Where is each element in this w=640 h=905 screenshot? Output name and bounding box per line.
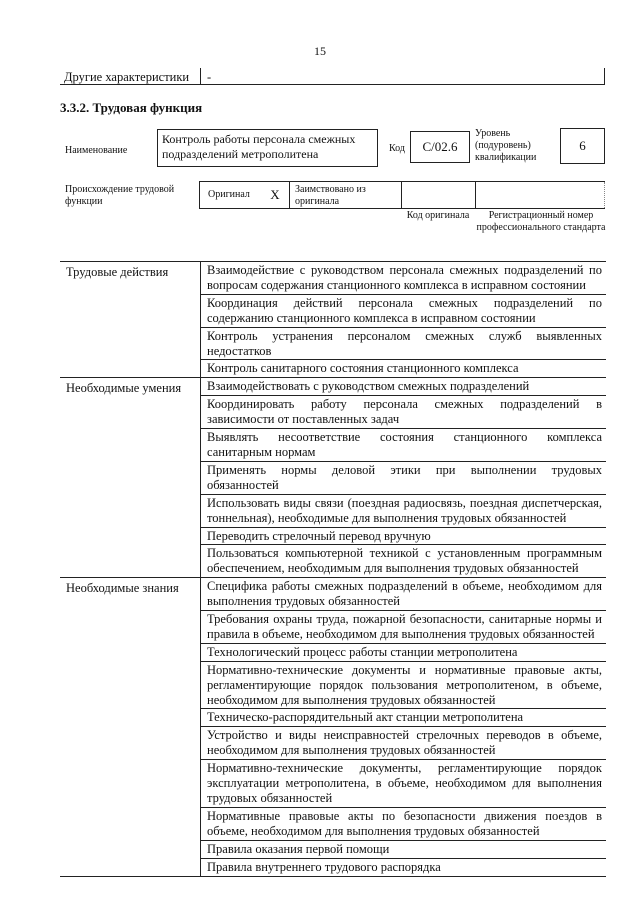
origin-row	[199, 181, 605, 209]
list-item: Контроль санитарного состояния станционного комплекса	[201, 359, 606, 377]
labor-actions-group	[60, 262, 606, 378]
row-divider	[200, 68, 201, 84]
section-title: 3.3.2. Трудовая функция	[60, 100, 203, 115]
other-characteristics-row	[60, 68, 605, 85]
qualification-level: 6	[560, 128, 605, 164]
list-item: Взаимодействие с руководством персонала смежных подразделений по вопросам содержания станционного комплекса в исправном состоянии	[207, 263, 602, 292]
list-item: Пользоваться компьютерной техникой с установленным программным обеспечением, необходимым для выполнения трудовых обязанностей	[201, 544, 606, 577]
group-label: Трудовые действия	[60, 262, 201, 377]
function-name: Контроль работы персонала смежных подразделений метрополитена	[157, 129, 378, 167]
required-knowledge-group	[60, 578, 606, 876]
list-item: Техническо-распорядительный акт станции метрополитена	[201, 708, 606, 726]
list-item: Правила внутреннего трудового распорядка	[201, 858, 606, 876]
function-code-label: Код	[389, 143, 405, 154]
list-item: Требования охраны труда, пожарной безопасности, санитарные нормы и правила в объеме, необходимом для выполнения трудовых обязанностей	[201, 610, 606, 643]
list-item: Контроль устранения персоналом смежных служб выявленных недостатков	[201, 327, 606, 360]
list-item: Устройство и виды неисправностей стрелочных переводов в объеме, необходимом для выполнения трудовых обязанностей	[201, 726, 606, 759]
group-label: Необходимые знания	[60, 578, 201, 875]
list-item: Применять нормы деловой этики при выполнении трудовых обязанностей	[201, 461, 606, 494]
original-code-cell	[401, 182, 475, 208]
other-characteristics-label: Другие характеристики	[64, 70, 190, 84]
list-item: Выявлять несоответствие состояния станционного комплекса санитарным нормам	[201, 428, 606, 461]
other-characteristics-value: -	[207, 70, 212, 84]
original-label: Оригинал	[199, 182, 261, 208]
row-divider	[604, 68, 605, 84]
registration-number-caption: Регистрационный номер профессионального стандарта	[476, 210, 606, 233]
list-item: Взаимодействовать с руководством смежных подразделений	[207, 379, 530, 394]
required-skills-group	[60, 378, 606, 578]
function-code: С/02.6	[410, 131, 470, 163]
list-item: Координировать работу персонала смежных подразделений в зависимости от поставленных задач	[201, 395, 606, 428]
function-name-label: Наименование	[65, 145, 128, 156]
list-item: Нормативно-технические документы и нормативные правовые акты, регламентирующие порядок пользования метрополитеном, в объеме, необходимом для выполнения трудовых обязанностей	[201, 661, 606, 709]
borrowed-label: Заимствовано из оригинала	[289, 182, 401, 208]
list-item: Специфика работы смежных подразделений в объеме, необходимом для выполнения трудовых обязанностей	[207, 579, 602, 609]
origin-label: Происхождение трудовой функции	[65, 184, 175, 207]
function-details-table	[60, 261, 606, 877]
original-mark: X	[270, 187, 280, 202]
list-item: Технологический процесс работы станции метрополитена	[201, 643, 606, 661]
qualification-level-label: Уровень (подуровень) квалификации	[475, 128, 537, 163]
list-item: Переводить стрелочный перевод вручную	[201, 527, 606, 545]
list-item: Координация действий персонала смежных подразделений по содержанию станционного комплекса в исправном состоянии	[201, 294, 606, 327]
registration-number-cell	[475, 182, 605, 208]
list-item: Нормативные правовые акты по безопасности движения поездов в объеме, необходимом для выполнения трудовых обязанностей	[201, 807, 606, 840]
list-item: Использовать виды связи (поездная радиосвязь, поездная диспетчерская, тоннельная), необходимые для выполнения трудовых обязанностей	[201, 494, 606, 527]
original-code-caption: Код оригинала	[406, 210, 470, 221]
list-item: Правила оказания первой помощи	[201, 840, 606, 858]
list-item: Нормативно-технические документы, регламентирующие порядок эксплуатации метрополитена, в объеме, необходимом для выполнения трудовых обязанностей	[201, 759, 606, 807]
group-label: Необходимые умения	[60, 378, 201, 577]
page-number: 15	[314, 44, 326, 58]
